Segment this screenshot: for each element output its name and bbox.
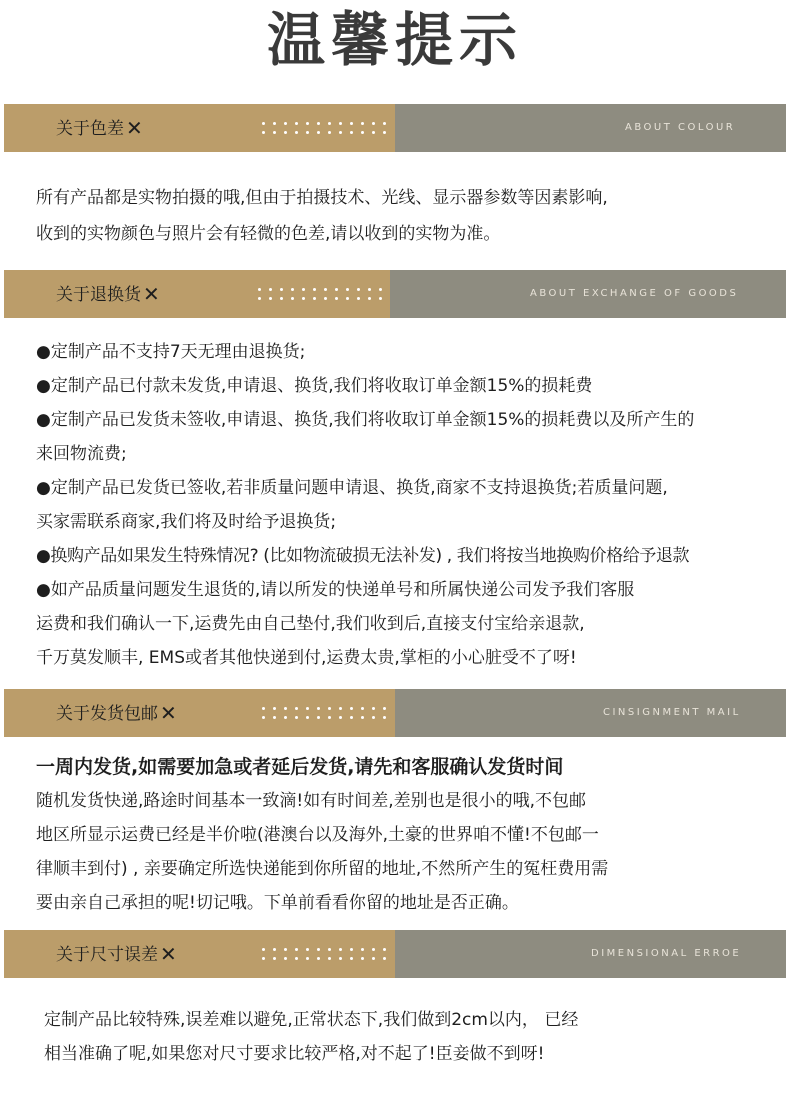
page-title: 温馨提示 <box>266 6 523 74</box>
text-line: 地区所显示运费已经是半价啦(港澳台以及海外,土豪的世界咱不懂!不包邮一 <box>36 825 599 845</box>
decorative-dot <box>262 716 265 719</box>
decorative-dot <box>269 288 272 291</box>
dot-row <box>258 294 382 303</box>
decorative-dot <box>372 122 375 125</box>
section-header-gray-band <box>395 104 786 152</box>
section-header-colour <box>4 104 786 152</box>
decorative-dot <box>295 716 298 719</box>
text-line: 收到的实物颜色与照片会有轻微的色差,请以收到的实物为准。 <box>36 224 501 244</box>
decorative-dot <box>328 948 331 951</box>
dot-row <box>258 285 382 294</box>
decorative-dot <box>280 288 283 291</box>
text-line: 律顺丰到付) , 亲要确定所选快递能到你所留的地址,不然所产生的冤枉费用需 <box>36 859 609 879</box>
decorative-dot <box>383 707 386 710</box>
decorative-dot <box>328 707 331 710</box>
text-line: ●定制产品已发货未签收,申请退、换货,我们将收取订单金额15%的损耗费以及所产生的 <box>36 410 695 430</box>
decorative-dot <box>317 131 320 134</box>
decorative-dot <box>361 122 364 125</box>
decorative-dot <box>357 297 360 300</box>
decorative-dot <box>350 957 353 960</box>
decorative-dot <box>339 122 342 125</box>
decorative-dot <box>273 707 276 710</box>
decorative-dot <box>284 948 287 951</box>
decorative-dot <box>291 288 294 291</box>
section-header-gold-band <box>4 104 395 152</box>
decorative-dot <box>295 957 298 960</box>
text-line: 随机发货快递,路途时间基本一致滴!如有时间差,差别也是很小的哦,不包邮 <box>36 791 587 811</box>
decorative-dot <box>368 288 371 291</box>
decorative-dot <box>258 288 261 291</box>
section-english-label: DIMENSIONAL ERROE <box>591 948 742 959</box>
decorative-dot <box>379 288 382 291</box>
decorative-dot <box>262 707 265 710</box>
text-line: 来回物流费; <box>36 444 127 464</box>
decorative-dot <box>350 707 353 710</box>
decorative-dot <box>324 288 327 291</box>
decorative-dot <box>317 707 320 710</box>
decorative-dot <box>295 707 298 710</box>
decorative-dot <box>313 288 316 291</box>
dot-row <box>262 954 386 963</box>
decorative-dot <box>280 297 283 300</box>
decorative-dot <box>291 297 294 300</box>
text-line: 运费和我们确认一下,运费先由自己垫付,我们收到后,直接支付宝给亲退款, <box>36 614 585 634</box>
close-x-icon: ✕ <box>160 701 177 725</box>
decorative-dot <box>284 707 287 710</box>
decorative-dot <box>295 948 298 951</box>
section-english-label: ABOUT EXCHANGE OF GOODS <box>530 288 739 299</box>
dot-row <box>262 945 386 954</box>
decorative-dot <box>357 288 360 291</box>
dot-row <box>262 704 386 713</box>
dot-pattern <box>262 704 386 722</box>
decorative-dot <box>383 131 386 134</box>
decorative-dot <box>372 957 375 960</box>
decorative-dot <box>328 131 331 134</box>
bold-text-line: 一周内发货,如需要加急或者延后发货,请先和客服确认发货时间 <box>36 756 564 778</box>
text-line: 千万莫发顺丰, EMS或者其他快递到付,运费太贵,掌柜的小心脏受不了呀! <box>36 648 577 668</box>
decorative-dot <box>262 122 265 125</box>
section-heading: 关于色差 ✕ <box>56 116 143 140</box>
decorative-dot <box>350 948 353 951</box>
decorative-dot <box>317 948 320 951</box>
decorative-dot <box>317 957 320 960</box>
section-body-exchange <box>36 335 790 675</box>
text-line: ●如产品质量问题发生退货的,请以所发的快递单号和所属快递公司发予我们客服 <box>36 580 635 600</box>
decorative-dot <box>335 297 338 300</box>
decorative-dot <box>302 288 305 291</box>
decorative-dot <box>328 957 331 960</box>
section-header-gold-band <box>4 270 390 318</box>
section-header-shipping <box>4 689 786 737</box>
section-header-gold-band <box>4 930 395 978</box>
decorative-dot <box>339 948 342 951</box>
decorative-dot <box>339 957 342 960</box>
section-english-label: ABOUT COLOUR <box>625 122 736 133</box>
text-line: 定制产品比较特殊,误差难以避免,正常状态下,我们做到2cm以内， 已经 <box>44 1010 579 1030</box>
decorative-dot <box>328 716 331 719</box>
decorative-dot <box>284 957 287 960</box>
decorative-dot <box>284 716 287 719</box>
decorative-dot <box>273 716 276 719</box>
dot-row <box>262 119 386 128</box>
dot-row <box>262 713 386 722</box>
decorative-dot <box>269 297 272 300</box>
decorative-dot <box>339 707 342 710</box>
section-header-gray-band <box>395 689 786 737</box>
section-english-label: CINSIGNMENT MAIL <box>603 707 741 718</box>
decorative-dot <box>383 716 386 719</box>
text-line: ●定制产品已发货已签收,若非质量问题申请退、换货,商家不支持退换货;若质量问题, <box>36 478 668 498</box>
dot-pattern <box>258 285 382 303</box>
decorative-dot <box>372 131 375 134</box>
text-line: ●定制产品不支持7天无理由退换货; <box>36 342 306 362</box>
decorative-dot <box>383 948 386 951</box>
section-heading: 关于尺寸误差 ✕ <box>56 942 177 966</box>
decorative-dot <box>284 131 287 134</box>
section-header-exchange <box>4 270 786 318</box>
decorative-dot <box>313 297 316 300</box>
decorative-dot <box>262 131 265 134</box>
decorative-dot <box>295 122 298 125</box>
decorative-dot <box>273 948 276 951</box>
decorative-dot <box>273 957 276 960</box>
section-heading: 关于退换货 ✕ <box>56 282 160 306</box>
decorative-dot <box>262 957 265 960</box>
decorative-dot <box>361 707 364 710</box>
decorative-dot <box>273 131 276 134</box>
decorative-dot <box>339 716 342 719</box>
decorative-dot <box>306 957 309 960</box>
close-x-icon: ✕ <box>160 942 177 966</box>
decorative-dot <box>262 948 265 951</box>
decorative-dot <box>350 716 353 719</box>
decorative-dot <box>361 716 364 719</box>
decorative-dot <box>361 957 364 960</box>
decorative-dot <box>324 297 327 300</box>
section-heading: 关于发货包邮 ✕ <box>56 701 177 725</box>
decorative-dot <box>350 131 353 134</box>
section-header-gold-band <box>4 689 395 737</box>
decorative-dot <box>339 131 342 134</box>
section-body-shipping <box>36 750 780 920</box>
decorative-dot <box>317 122 320 125</box>
decorative-dot <box>273 122 276 125</box>
decorative-dot <box>372 707 375 710</box>
text-line: 要由亲自己承担的呢!切记哦。下单前看看你留的地址是否正确。 <box>36 893 519 913</box>
decorative-dot <box>306 948 309 951</box>
decorative-dot <box>306 122 309 125</box>
dot-pattern <box>262 945 386 963</box>
decorative-dot <box>317 716 320 719</box>
section-body-dimension <box>44 1003 780 1071</box>
decorative-dot <box>306 716 309 719</box>
section-header-gray-band <box>390 270 786 318</box>
decorative-dot <box>328 122 331 125</box>
dot-pattern <box>262 119 386 137</box>
dot-row <box>262 128 386 137</box>
decorative-dot <box>284 122 287 125</box>
decorative-dot <box>379 297 382 300</box>
decorative-dot <box>302 297 305 300</box>
decorative-dot <box>306 131 309 134</box>
decorative-dot <box>361 948 364 951</box>
decorative-dot <box>383 957 386 960</box>
decorative-dot <box>295 131 298 134</box>
text-line: 相当准确了呢,如果您对尺寸要求比较严格,对不起了!臣妾做不到呀! <box>44 1044 545 1064</box>
close-x-icon: ✕ <box>143 282 160 306</box>
section-body-colour <box>36 180 780 252</box>
decorative-dot <box>335 288 338 291</box>
decorative-dot <box>361 131 364 134</box>
decorative-dot <box>383 122 386 125</box>
decorative-dot <box>350 122 353 125</box>
decorative-dot <box>346 288 349 291</box>
section-header-dimension <box>4 930 786 978</box>
text-line: 买家需联系商家,我们将及时给予退换货; <box>36 512 337 532</box>
decorative-dot <box>258 297 261 300</box>
text-line: 所有产品都是实物拍摄的哦,但由于拍摄技术、光线、显示器参数等因素影响, <box>36 188 608 208</box>
decorative-dot <box>372 948 375 951</box>
decorative-dot <box>306 707 309 710</box>
decorative-dot <box>346 297 349 300</box>
text-line: ●定制产品已付款未发货,申请退、换货,我们将收取订单金额15%的损耗费 <box>36 376 593 396</box>
decorative-dot <box>368 297 371 300</box>
close-x-icon: ✕ <box>126 116 143 140</box>
section-header-gray-band <box>395 930 786 978</box>
decorative-dot <box>372 716 375 719</box>
text-line: ●换购产品如果发生特殊情况? (比如物流破损无法补发) , 我们将按当地换购价格给予退款 <box>36 546 690 566</box>
